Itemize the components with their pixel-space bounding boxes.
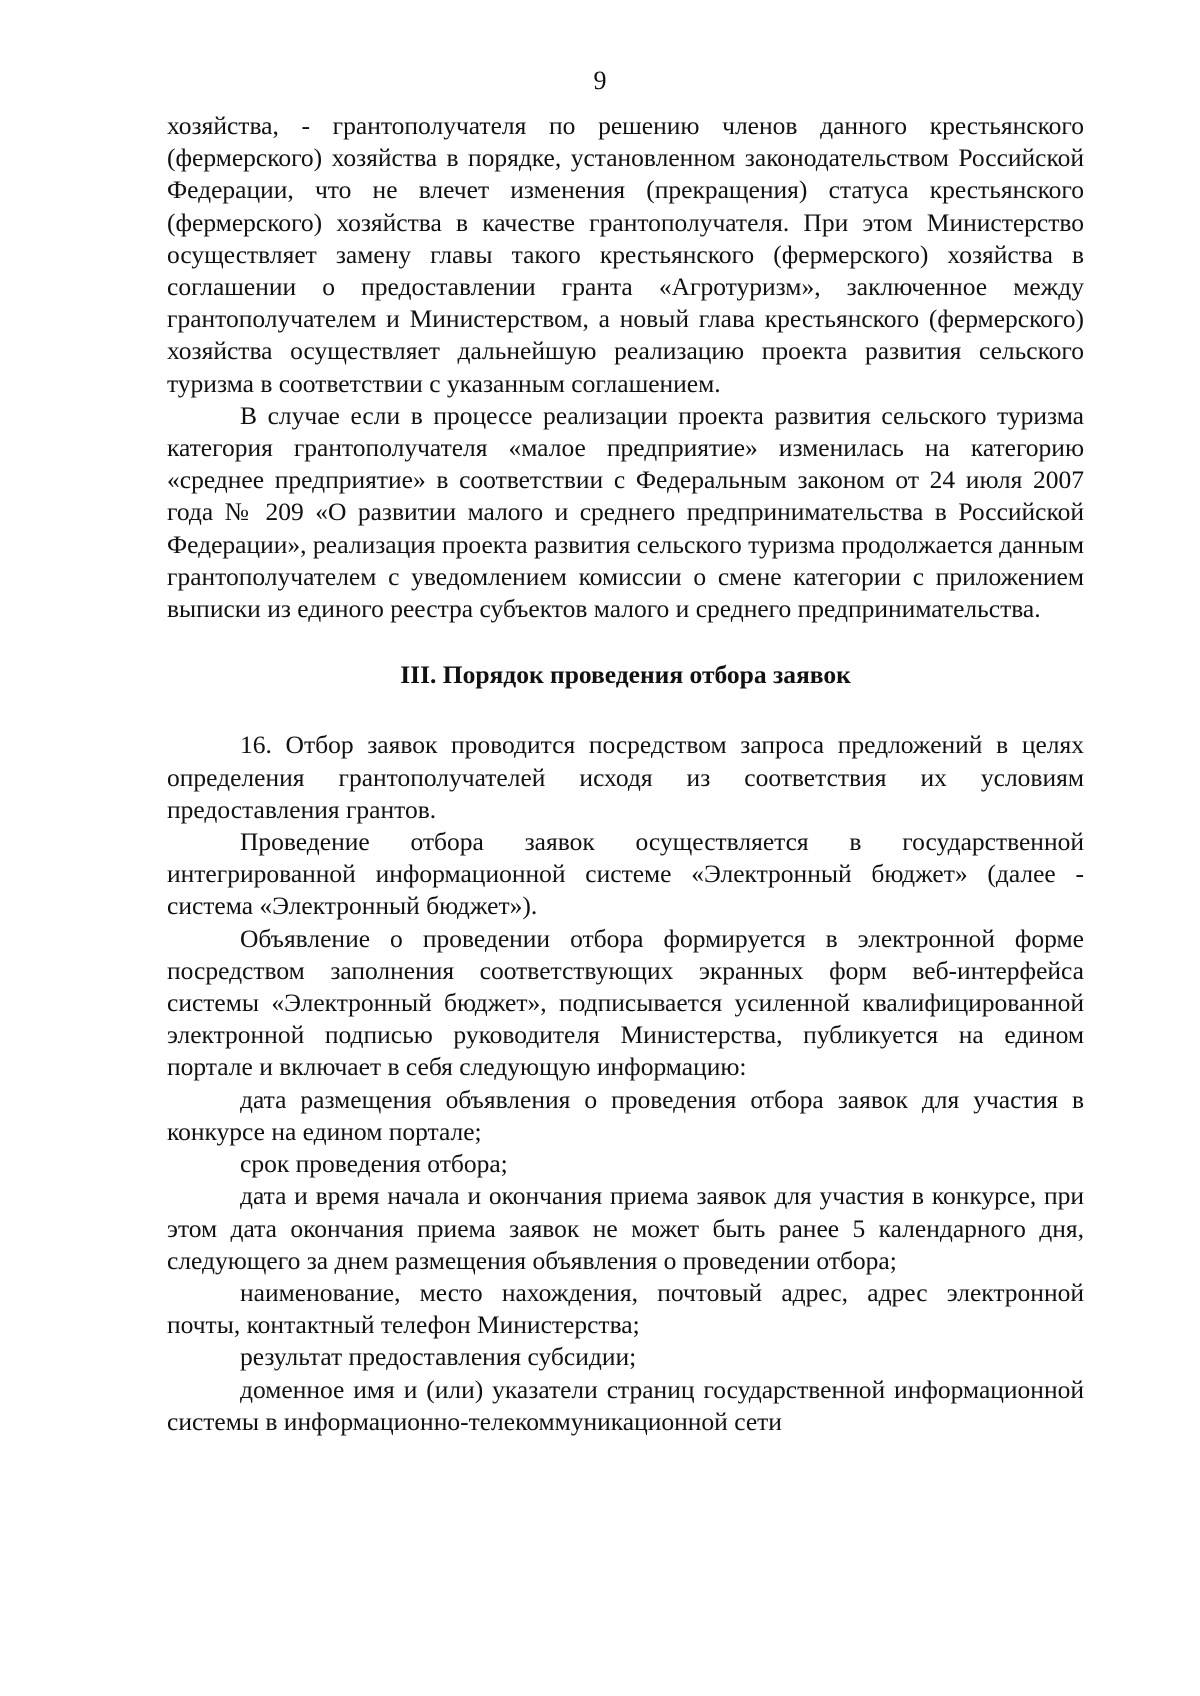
page-number: 9	[593, 66, 607, 95]
paragraph-continuation: хозяйства, - грантополучателя по решению членов данного крестьянского (фермерского) хозяйства в порядке, установленном законодательством Российской Федерации, что не влечет изменения (прекращения) статуса крестьянского (фермерского) хозяйства в качестве грантополучателя. При этом Министерство осуществляет замену главы такого крестьянского (фермерского) хозяйства в соглашении о предоставлении гранта «Агротуризм», заключенное между грантополучателем и Министерством, а новый глава крестьянского (фермерского) хозяйства осуществляет дальнейшую реализацию проекта развития сельского туризма в соответствии с указанным соглашением.	[167, 111, 1084, 398]
list-item-publication-date: дата размещения объявления о проведения отбора заявок для участия в конкурсе на едином портале;	[167, 1084, 1084, 1146]
list-item-result: результат предоставления субсидии;	[240, 1342, 637, 1372]
paragraph-category-change: В случае если в процессе реализации проекта развития сельского туризма категория грантополучателя «малое предприятие» изменилась на категорию «среднее предприятие» в соответствии с Федеральным законом от 24 июля 2007 года № 209 «О развитии малого и среднего предпринимательства в Российской Федерации», реализация проекта развития сельского туризма продолжается данным грантополучателем с уведомлением комиссии о смене категории с приложением выписки из единого реестра субъектов малого и среднего предпринимательства.	[167, 400, 1084, 624]
paragraph-announcement: Объявление о проведении отбора формируется в электронной форме посредством заполнения соответствующих экранных форм веб-интерфейса системы «Электронный бюджет», подписывается усиленной квалифицированной электронной подписью руководителя Министерства, публикуется на едином портале и включает в себя следующую информацию:	[167, 923, 1084, 1082]
section-heading: III. Порядок проведения отбора заявок	[400, 660, 851, 690]
paragraph-electronic-budget: Проведение отбора заявок осуществляется в государственной интегрированной информационной системе «Электронный бюджет» (далее - система «Электронный бюджет»).	[167, 827, 1084, 921]
list-item-domain-name: доменное имя и (или) указатели страниц государственной информационной системы в информационно-телекоммуникационной сети	[167, 1374, 1084, 1436]
document-body	[167, 110, 1084, 1438]
paragraph-16: 16. Отбор заявок проводится посредством запроса предложений в целях определения грантополучателей исходя из соответствия их условиям предоставления грантов.	[167, 730, 1084, 824]
list-item-selection-term: срок проведения отбора;	[240, 1149, 508, 1179]
list-item-application-dates: дата и время начала и окончания приема заявок для участия в конкурсе, при этом дата окончания приема заявок не может быть ранее 5 календарного дня, следующего за днем размещения объявления о проведении отбора;	[167, 1181, 1084, 1275]
list-item-ministry-contacts: наименование, место нахождения, почтовый адрес, адрес электронной почты, контактный телефон Министерства;	[167, 1277, 1084, 1340]
